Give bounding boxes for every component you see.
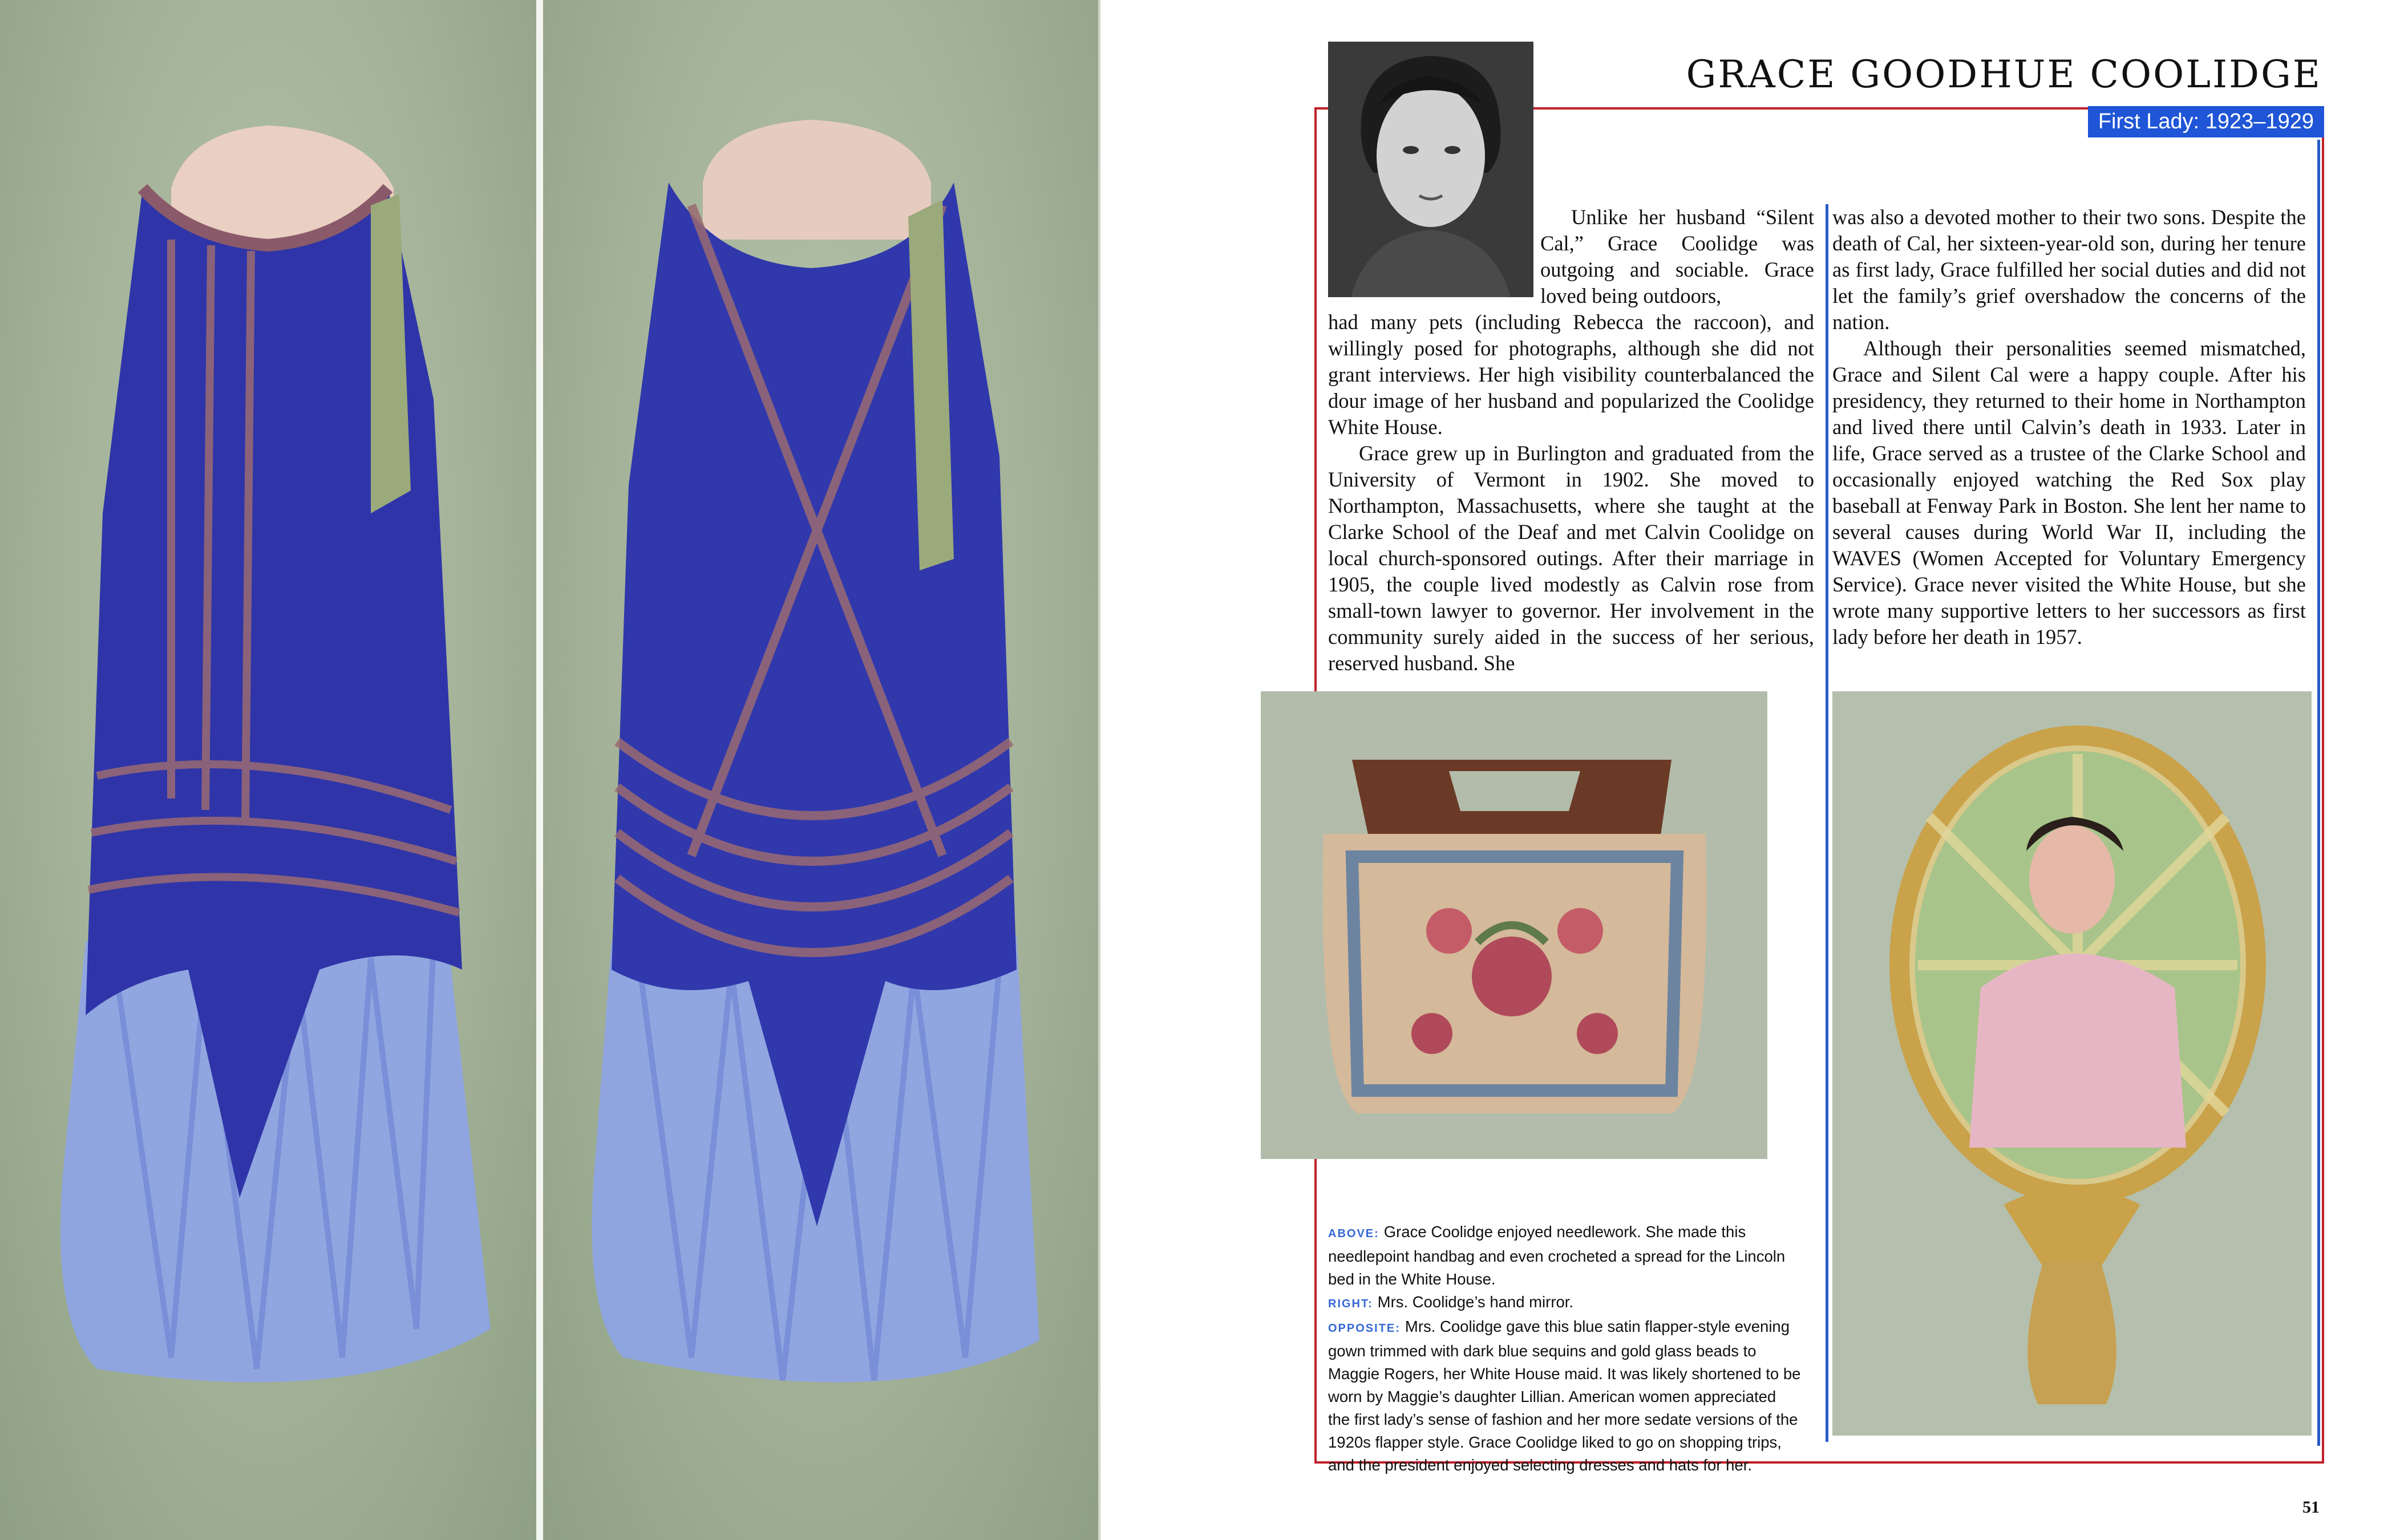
first-lady-term-badge: First Lady: 1923–1929 (2088, 106, 2324, 137)
hand-mirror-photo (1832, 691, 2312, 1436)
caption-right (1328, 1291, 1802, 1315)
caption-label-opposite: OPPOSITE: (1328, 1322, 1401, 1335)
opposite-page-photo-spread (0, 0, 1098, 1540)
body-paragraph-motherhood: was also a devoted mother to their two sons. Despite the death of Cal, her sixteen-year-old son, during her tenure as first lady, Grace fulfilled her social duties and did not let the family’s grief overshadow the concerns of the nation. (1832, 205, 2306, 334)
photo-divider (536, 0, 543, 1540)
caption-text-above: Grace Coolidge enjoyed needlework. She made this needlepoint handbag and even crocheted a spread for the Lincoln bed in the White House. (1328, 1223, 1786, 1288)
body-text-column1-top (1540, 204, 1814, 309)
gown-back-view-photo (543, 0, 1098, 1540)
caption-above (1328, 1221, 1802, 1291)
portrait-photo (1328, 42, 1533, 297)
body-paragraph-later-life: Although their personalities seemed mismatched, Grace and Silent Cal were a happy couple. After his presidency, they returned to their home in Northampton and lived there until Calvin’s death in 1933. Later in life, Grace served as a trustee of the Clarke School and occasionally enjoyed watching the Red Sox play baseball at Fenway Park in Boston. She lent her name to several causes during World War II, including the WAVES (Women Accepted for Voluntary Emergency Service). Grace never visited the White House, but she wrote many supportive letters to her successors as first lady before her death in 1957. (1832, 337, 2306, 649)
photo-captions (1328, 1221, 1802, 1477)
body-text-column1 (1328, 309, 1814, 676)
body-paragraph-early-life: Grace grew up in Burlington and graduated from the University of Vermont in 1902. She moved to Northampton, Massachusetts, where she taught at the Clarke School of the Deaf and met Calvin Coolidge on local church-sponsored outings. After their marriage in 1905, the couple lived modestly as Calvin rose from small-town lawyer to governor. Her involvement in the community surely aided in the success of her serious, reserved husband. She (1328, 441, 1814, 675)
body-paragraph-intro: Unlike her husband “Silent Cal,” Grace Coolidge was outgoing and sociable. Grace loved being outdoors, (1540, 205, 1814, 307)
caption-text-right: Mrs. Coolidge’s hand mirror. (1377, 1293, 1574, 1311)
caption-text-opposite: Mrs. Coolidge gave this blue satin flapper-style evening gown trimmed with dark blue sequins and gold glass beads to Maggie Rogers, her White House maid. It was likely shortened to be worn by Maggie’s daughter Lillian. American women appreciated the first lady’s sense of fashion and her more sedate versions of the 1920s flapper style. Grace Coolidge liked to go on shopping trips, and the president enjoyed selecting dresses and hats for her. (1328, 1318, 1801, 1474)
frame-rule-right (2322, 107, 2324, 1461)
column-rule (1826, 204, 1828, 1442)
needlepoint-handbag-photo (1261, 691, 1767, 1159)
gown-side-view-photo (0, 0, 536, 1540)
page-number: 51 (2302, 1498, 2320, 1517)
body-text-column2 (1832, 204, 2306, 650)
spread-gutter (1098, 0, 1100, 1540)
column-rule-right (2317, 140, 2320, 1446)
caption-opposite (1328, 1315, 1802, 1477)
body-paragraph-intro-cont: had many pets (including Rebecca the raccoon), and willingly posed for photographs, although she did not grant interviews. Her high visibility counterbalanced the dour image of her husband and popularized the Coolidge White House. (1328, 310, 1814, 439)
caption-label-right: RIGHT: (1328, 1298, 1373, 1310)
caption-label-above: ABOVE: (1328, 1227, 1379, 1240)
page-title: GRACE GOODHUE COOLIDGE (1686, 52, 2322, 96)
